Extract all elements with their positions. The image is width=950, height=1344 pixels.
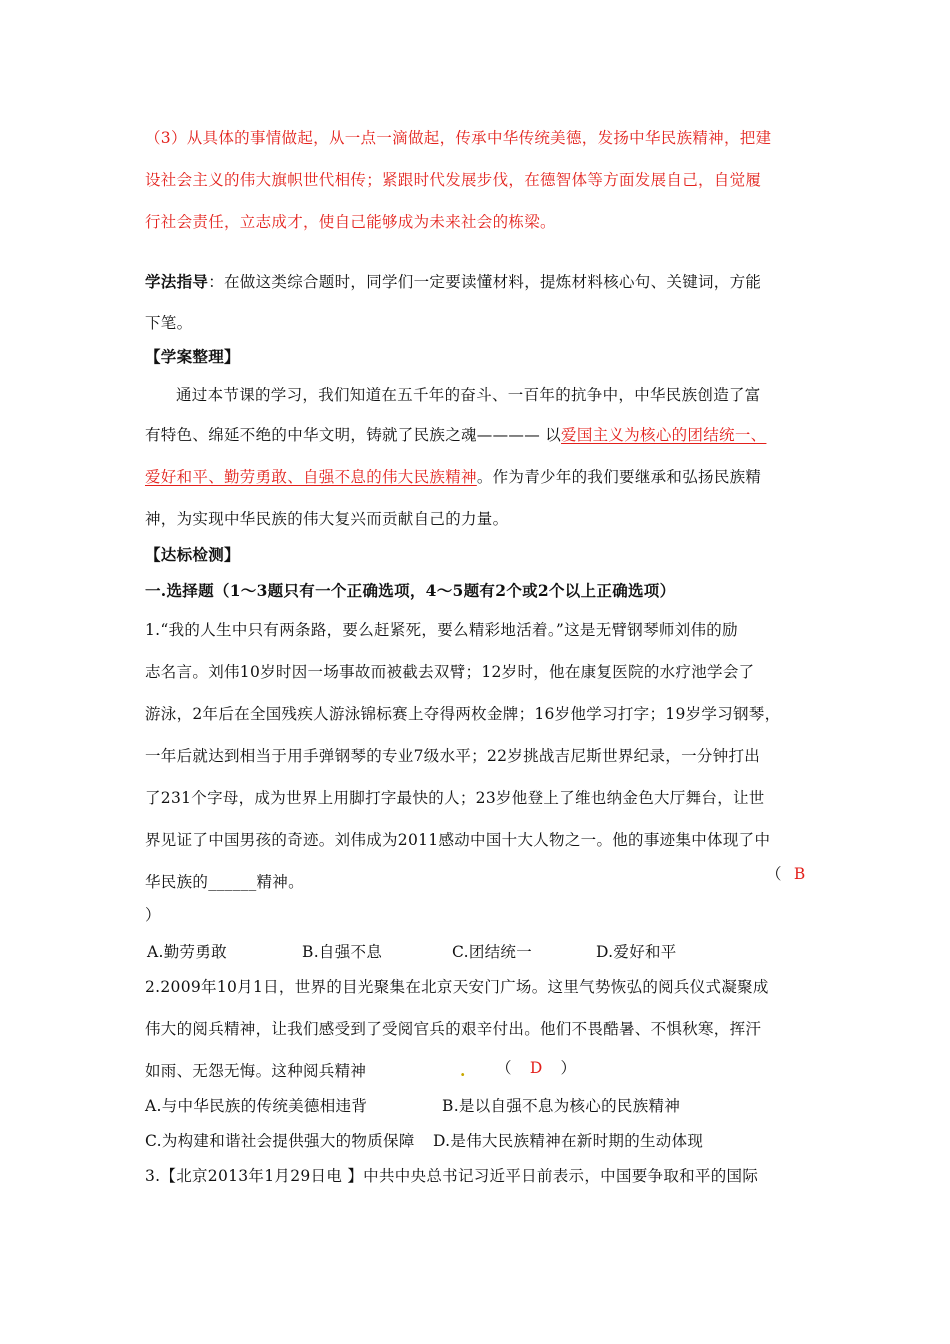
q1-option-d: D.爱好和平	[596, 943, 677, 961]
q1-option-c: C.团结统一	[452, 943, 533, 961]
method-guide-text: ：在做这类综合题时，同学们一定要读懂材料，提炼材料核心句、关键词，方能	[208, 273, 762, 291]
section-heading: 一.选择题（1～3题只有一个正确选项，4～5题有2个或2个以上正确选项）	[145, 581, 676, 600]
q1-answer-paren	[766, 864, 806, 884]
q2-paren-open: （	[496, 1059, 512, 1077]
point3-line-1: （3）从具体的事情做起，从一点一滴做起，传承中华传统美德，发扬中华民族精神，把建	[145, 129, 772, 147]
q2-option-c: C.为构建和谐社会提供强大的物质保障	[145, 1132, 415, 1150]
summary-line-3	[145, 467, 761, 487]
point3-line-3: 行社会责任，立志成才，使自己能够成为未来社会的栋梁。	[145, 213, 556, 231]
summary-line-3-text: 。作为青少年的我们要继承和弘扬民族精	[476, 468, 762, 486]
summary-key-phrase-part-2: 爱好和平、勤劳勇敢、自强不息的伟大民族精神	[145, 468, 477, 486]
test-heading: 【达标检测】	[145, 545, 240, 564]
q2-answer-paren	[496, 1058, 576, 1078]
q2-option-b: B.是以自强不息为核心的民族精神	[442, 1097, 681, 1115]
q2-answer: D	[529, 1059, 543, 1077]
q1-option-b: B.自强不息	[302, 943, 383, 961]
point3-line-2: 设社会主义的伟大旗帜世代相传；紧跟时代发展步伐，在德智体等方面发展自己，自觉履	[145, 171, 762, 189]
q2-paren-close: ）	[560, 1059, 577, 1077]
summary-line-2	[145, 425, 766, 445]
q1-answer: B	[793, 865, 806, 883]
summary-key-phrase-part-1: 爱国主义为核心的团结统一、	[561, 426, 767, 444]
q1-paren-open: （	[766, 865, 782, 883]
q1-line-5: 了231个字母，成为世界上用脚打字最快的人；23岁他登上了维也纳金色大厅舞台，让世	[145, 789, 765, 807]
q3-line-1: 3.【北京2013年1月29日电 】中共中央总书记习近平日前表示，中国要争取和平的国际	[145, 1167, 759, 1185]
summary-line-1: 通过本节课的学习，我们知道在五千年的奋斗、一百年的抗争中，中华民族创造了富	[176, 386, 761, 404]
q2-line-2: 伟大的阅兵精神，让我们感受到了受阅官兵的艰辛付出。他们不畏酷暑、不惧秋寒，挥汗	[145, 1020, 762, 1038]
q2-emphasis-mark: .	[460, 1061, 466, 1080]
summary-line-2-text: 有特色、绵延不绝的中华文明，铸就了民族之魂———— 以	[145, 426, 562, 444]
method-guide-line-2: 下笔。	[145, 314, 193, 332]
q1-line-2: 志名言。刘伟10岁时因一场事故而被截去双臂；12岁时，他在康复医院的水疗池学会了	[145, 663, 755, 681]
q1-option-a: A.勤劳勇敢	[147, 943, 227, 961]
q2-option-d: D.是伟大民族精神在新时期的生动体现	[433, 1132, 704, 1150]
q1-line-3: 游泳，2年后在全国残疾人游泳锦标赛上夺得两枚金牌；16岁他学习打字；19岁学习钢琴，	[145, 705, 781, 723]
summary-line-4: 神，为实现中华民族的伟大复兴而贡献自己的力量。	[145, 510, 509, 528]
method-guide-line-1	[145, 272, 761, 292]
q2-line-1: 2.2009年10月1日，世界的目光聚集在北京天安门广场。这里气势恢弘的阅兵仪式凝聚成	[145, 978, 769, 996]
q1-line-6: 界见证了中国男孩的奇迹。刘伟成为2011感动中国十大人物之一。他的事迹集中体现了中	[145, 831, 771, 849]
q1-line-7: 华民族的______精神。	[145, 873, 304, 891]
method-guide-label: 学法指导	[145, 272, 209, 291]
q1-paren-close: ）	[145, 906, 161, 924]
summary-heading: 【学案整理】	[145, 347, 240, 366]
q2-line-3: 如雨、无怨无悔。这种阅兵精神	[145, 1062, 367, 1080]
q1-line-1: 1.“我的人生中只有两条路，要么赶紧死，要么精彩地活着。”这是无臂钢琴师刘伟的励	[145, 621, 738, 639]
q1-line-4: 一年后就达到相当于用手弹钢琴的专业7级水平；22岁挑战吉尼斯世界纪录，一分钟打出	[145, 747, 761, 765]
q2-option-a: A.与中华民族的传统美德相违背	[145, 1097, 368, 1115]
